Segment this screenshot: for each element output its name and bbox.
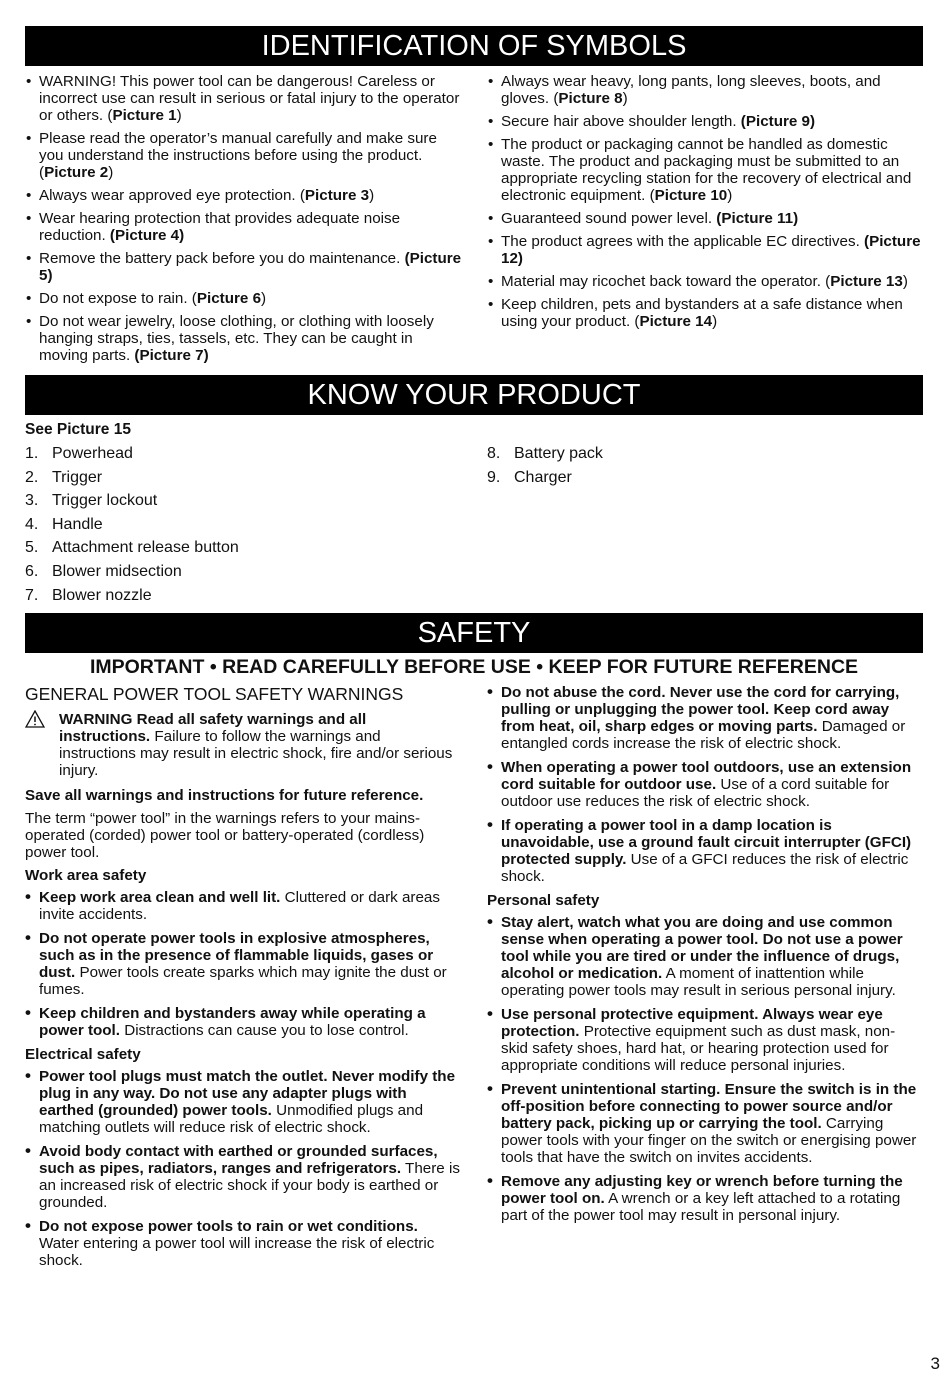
electrical-heading: Electrical safety (25, 1046, 141, 1063)
symbol-item (487, 296, 927, 330)
safety-rule-bold: Keep children and bystanders away while operating a power tool. (39, 1005, 426, 1039)
symbol-text: Do not expose to rain. ( (39, 290, 197, 307)
electrical-list-continued (487, 684, 922, 885)
symbols-section-title: IDENTIFICATION OF SYMBOLS (25, 26, 923, 66)
safety-rule-item (487, 684, 922, 752)
product-parts-list-left (25, 442, 465, 607)
product-part-item (25, 560, 465, 584)
part-number: 9. (487, 468, 501, 486)
symbol-text: Always wear heavy, long pants, long sleeves, boots, and gloves. ( (501, 73, 881, 107)
symbol-text: Remove the battery pack before you do maintenance. (39, 250, 405, 267)
product-part-item (25, 489, 465, 513)
part-label: Blower midsection (52, 562, 182, 580)
safety-rule-text: Unmodified plugs and matching outlets will reduce risk of electric shock. (39, 1102, 424, 1136)
picture-reference: Picture 14 (639, 313, 713, 330)
picture-reference: Picture 8 (558, 90, 623, 107)
picture-reference: Picture 6 (196, 290, 262, 307)
part-label: Trigger lockout (52, 492, 158, 510)
part-number: 2. (25, 468, 39, 486)
part-label: Trigger (52, 468, 103, 486)
symbol-text: Always wear approved eye protection. ( (39, 187, 305, 204)
safety-rule-bold: When operating a power tool outdoors, use an extension cord suitable for outdoor use. (501, 759, 912, 793)
safety-rule-text: Use of a GFCI reduces the risk of electric shock. (501, 851, 909, 885)
part-label: Attachment release button (52, 539, 239, 557)
symbol-item (25, 313, 465, 364)
symbol-text: The product or packaging cannot be handled as domestic waste. The product and packaging must be submitted to an appropriate recycling station for the recovery of electrical and electronic equipment. ( (501, 136, 912, 204)
safety-rule-bold: Use personal protective equipment. Always wear eye protection. (501, 1006, 883, 1040)
electrical-list (25, 1068, 460, 1269)
symbol-item (25, 187, 465, 204)
safety-rule-text: Power tools create sparks which may ignite the dust or fumes. (39, 964, 447, 998)
symbol-item (487, 136, 927, 204)
product-part-item (25, 442, 465, 466)
safety-rule-item (487, 1173, 922, 1224)
symbols-left-column (25, 73, 465, 370)
symbol-text-end: ) (369, 187, 375, 204)
symbols-right-list (487, 73, 927, 330)
product-part-item (487, 466, 927, 490)
safety-rule-text: There is an increased risk of electric shock if your body is earthed or grounded. (39, 1160, 460, 1211)
picture-reference: Picture 3 (304, 187, 370, 204)
part-label: Charger (514, 468, 572, 486)
symbol-text: Guaranteed sound power level. (501, 210, 717, 227)
product-part-item (487, 442, 927, 466)
work-area-heading: Work area safety (25, 867, 147, 884)
page-number: 3 (930, 1354, 940, 1373)
product-part-item (25, 536, 465, 560)
picture-reference: (Picture 4) (109, 227, 185, 244)
safety-rule-item (487, 1006, 922, 1074)
symbol-item (25, 130, 465, 181)
safety-rule-text: Damaged or entangled cords increase the risk of electric shock. (501, 718, 906, 752)
power-tool-term-text: The term “power tool” in the warnings refers to your mains-operated (corded) power tool or battery-operated (cordless) power tool. (25, 810, 425, 861)
picture-reference: (Picture 12) (501, 233, 921, 267)
part-number: 1. (25, 445, 39, 462)
product-part-item (25, 513, 465, 537)
safety-rule-text: A wrench or a key left attached to a rotating part of the power tool may result in personal injury. (501, 1190, 901, 1224)
product-part-item (25, 466, 465, 490)
safety-left-column (25, 683, 460, 1276)
picture-reference: (Picture 11) (716, 210, 799, 227)
symbol-item (25, 210, 465, 244)
picture-reference: Picture 10 (654, 187, 728, 204)
personal-safety-heading: Personal safety (487, 892, 600, 909)
symbol-text: Please read the operator’s manual carefully and make sure you understand the instructions before using the product. ( (39, 130, 437, 181)
product-section-title: KNOW YOUR PRODUCT (25, 375, 923, 415)
safety-rule-item (487, 914, 922, 999)
personal-safety-list (487, 914, 922, 1224)
safety-rule-bold: Do not expose power tools to rain or wet conditions. (39, 1218, 418, 1235)
safety-rule-bold: If operating a power tool in a damp location is unavoidable, use a ground fault circuit interrupter (GFCI) protected supply. (501, 817, 912, 868)
general-warnings-heading: GENERAL POWER TOOL SAFETY WARNINGS (25, 684, 404, 704)
safety-rule-bold: Power tool plugs must match the outlet. Never modify the plug in any way. Do not use any adapter plugs with earthed (grounded) power tools. (39, 1068, 456, 1119)
safety-rule-text: Carrying power tools with your finger on the switch or energising power tools that have the switch on invites accidents. (501, 1115, 917, 1166)
see-picture-label: See Picture 15 (25, 421, 131, 438)
symbol-text: WARNING! This power tool can be dangerous! Careless or incorrect use can result in serious or fatal injury to the operator or others. ( (39, 73, 460, 124)
symbol-text-end: ) (727, 187, 733, 204)
safety-rule-item (25, 930, 460, 998)
save-instructions-text: Save all warnings and instructions for future reference. (25, 787, 424, 804)
symbol-item (487, 73, 927, 107)
warning-triangle-icon (25, 710, 45, 728)
product-left-column (25, 421, 465, 607)
safety-rule-item (487, 759, 922, 810)
symbols-left-list (25, 73, 465, 364)
part-label: Handle (52, 515, 103, 533)
safety-rule-item (25, 1143, 460, 1211)
picture-reference: (Picture 9) (740, 113, 816, 130)
symbol-text: Keep children, pets and bystanders at a safe distance when using your product. ( (501, 296, 903, 330)
safety-rule-text: Use of a cord suitable for outdoor use reduces the risk of electric shock. (501, 776, 890, 810)
part-number: 6. (25, 562, 39, 580)
symbol-item (487, 273, 927, 290)
safety-rule-bold: Remove any adjusting key or wrench before turning the power tool on. (501, 1173, 903, 1207)
safety-section-title: SAFETY (25, 613, 923, 653)
important-notice: IMPORTANT • READ CAREFULLY BEFORE USE • KEEP FOR FUTURE REFERENCE (89, 656, 859, 678)
safety-rule-item (25, 889, 460, 923)
safety-rule-text: Protective equipment such as dust mask, non-skid safety shoes, hard hat, or hearing protection used for appropriate conditions will reduce personal injuries. (501, 1023, 896, 1074)
safety-rule-item (25, 1218, 460, 1269)
symbol-item (487, 210, 927, 227)
safety-rule-bold: Do not abuse the cord. Never use the cord for carrying, pulling or unplugging the power tool. Keep cord away from heat, oil, sharp edges or moving parts. (501, 684, 900, 735)
safety-rule-text: Distractions can cause you to lose control. (120, 1022, 409, 1039)
symbol-text-end: ) (176, 107, 182, 124)
warning-text: Failure to follow the warnings and instructions may result in electric shock, fire and/or serious injury. (59, 728, 453, 779)
safety-rule-text: Water entering a power tool will increase the risk of electric shock. (39, 1235, 435, 1269)
safety-right-column (487, 684, 922, 1231)
picture-reference: Picture 13 (830, 273, 903, 290)
symbol-item (25, 73, 465, 124)
safety-rule-bold: Stay alert, watch what you are doing and use common sense when operating a power tool. Do not use a power tool while you are tired or under the influence of drugs, alcohol or medication. (501, 914, 903, 982)
picture-reference: Picture 2 (44, 164, 109, 181)
safety-rule-item (25, 1068, 460, 1136)
symbol-text-end: ) (622, 90, 628, 107)
safety-rule-text: A moment of inattention while operating power tools may result in serious personal injury. (501, 965, 896, 999)
symbols-right-column (487, 73, 927, 336)
safety-rule-text: Cluttered or dark areas invite accidents. (39, 889, 440, 923)
symbol-text-end: ) (261, 290, 267, 307)
part-number: 4. (25, 515, 39, 533)
symbol-text: Secure hair above shoulder length. (501, 113, 741, 130)
part-label: Powerhead (52, 445, 133, 462)
safety-rule-item (487, 1081, 922, 1166)
part-label: Blower nozzle (52, 586, 152, 604)
picture-reference: Picture 1 (112, 107, 177, 124)
symbol-item (25, 250, 465, 284)
symbol-text: Wear hearing protection that provides adequate noise reduction. (39, 210, 401, 244)
part-label: Battery pack (514, 445, 603, 462)
part-number: 5. (25, 539, 39, 557)
warning-bold-text: WARNING Read all safety warnings and all instructions. (59, 711, 367, 745)
symbol-item (25, 290, 465, 307)
symbol-item (487, 233, 927, 267)
symbol-text: Do not wear jewelry, loose clothing, or clothing with loosely hanging straps, ties, tassels, etc. They can be caught in moving parts. (39, 313, 434, 364)
symbol-text-end: ) (712, 313, 718, 330)
symbol-text-end: ) (108, 164, 114, 181)
safety-rule-bold: Do not operate power tools in explosive atmospheres, such as in the presence of flammable liquids, gases or dust. (39, 930, 434, 981)
safety-rule-bold: Avoid body contact with earthed or grounded surfaces, such as pipes, radiators, ranges and refrigerators. (39, 1143, 438, 1177)
part-number: 3. (25, 492, 39, 510)
symbol-text: Material may ricochet back toward the operator. ( (501, 273, 831, 290)
product-parts-list-right (487, 442, 927, 489)
warning-block (25, 711, 460, 779)
product-part-item (25, 584, 465, 608)
safety-rule-item (25, 1005, 460, 1039)
safety-rule-bold: Keep work area clean and well lit. (39, 889, 281, 906)
symbol-item (487, 113, 927, 130)
symbol-text-end: ) (902, 273, 908, 290)
safety-rule-item (487, 817, 922, 885)
product-right-column (487, 442, 927, 489)
picture-reference: (Picture 5) (39, 250, 462, 284)
work-area-list (25, 889, 460, 1039)
safety-rule-bold: Prevent unintentional starting. Ensure the switch is in the off-position before connecting to power source and/or battery pack, picking up or carrying the tool. (501, 1081, 917, 1132)
part-number: 8. (487, 445, 501, 462)
picture-reference: (Picture 7) (134, 347, 209, 364)
symbol-text: The product agrees with the applicable EC directives. (501, 233, 865, 250)
part-number: 7. (25, 586, 39, 604)
